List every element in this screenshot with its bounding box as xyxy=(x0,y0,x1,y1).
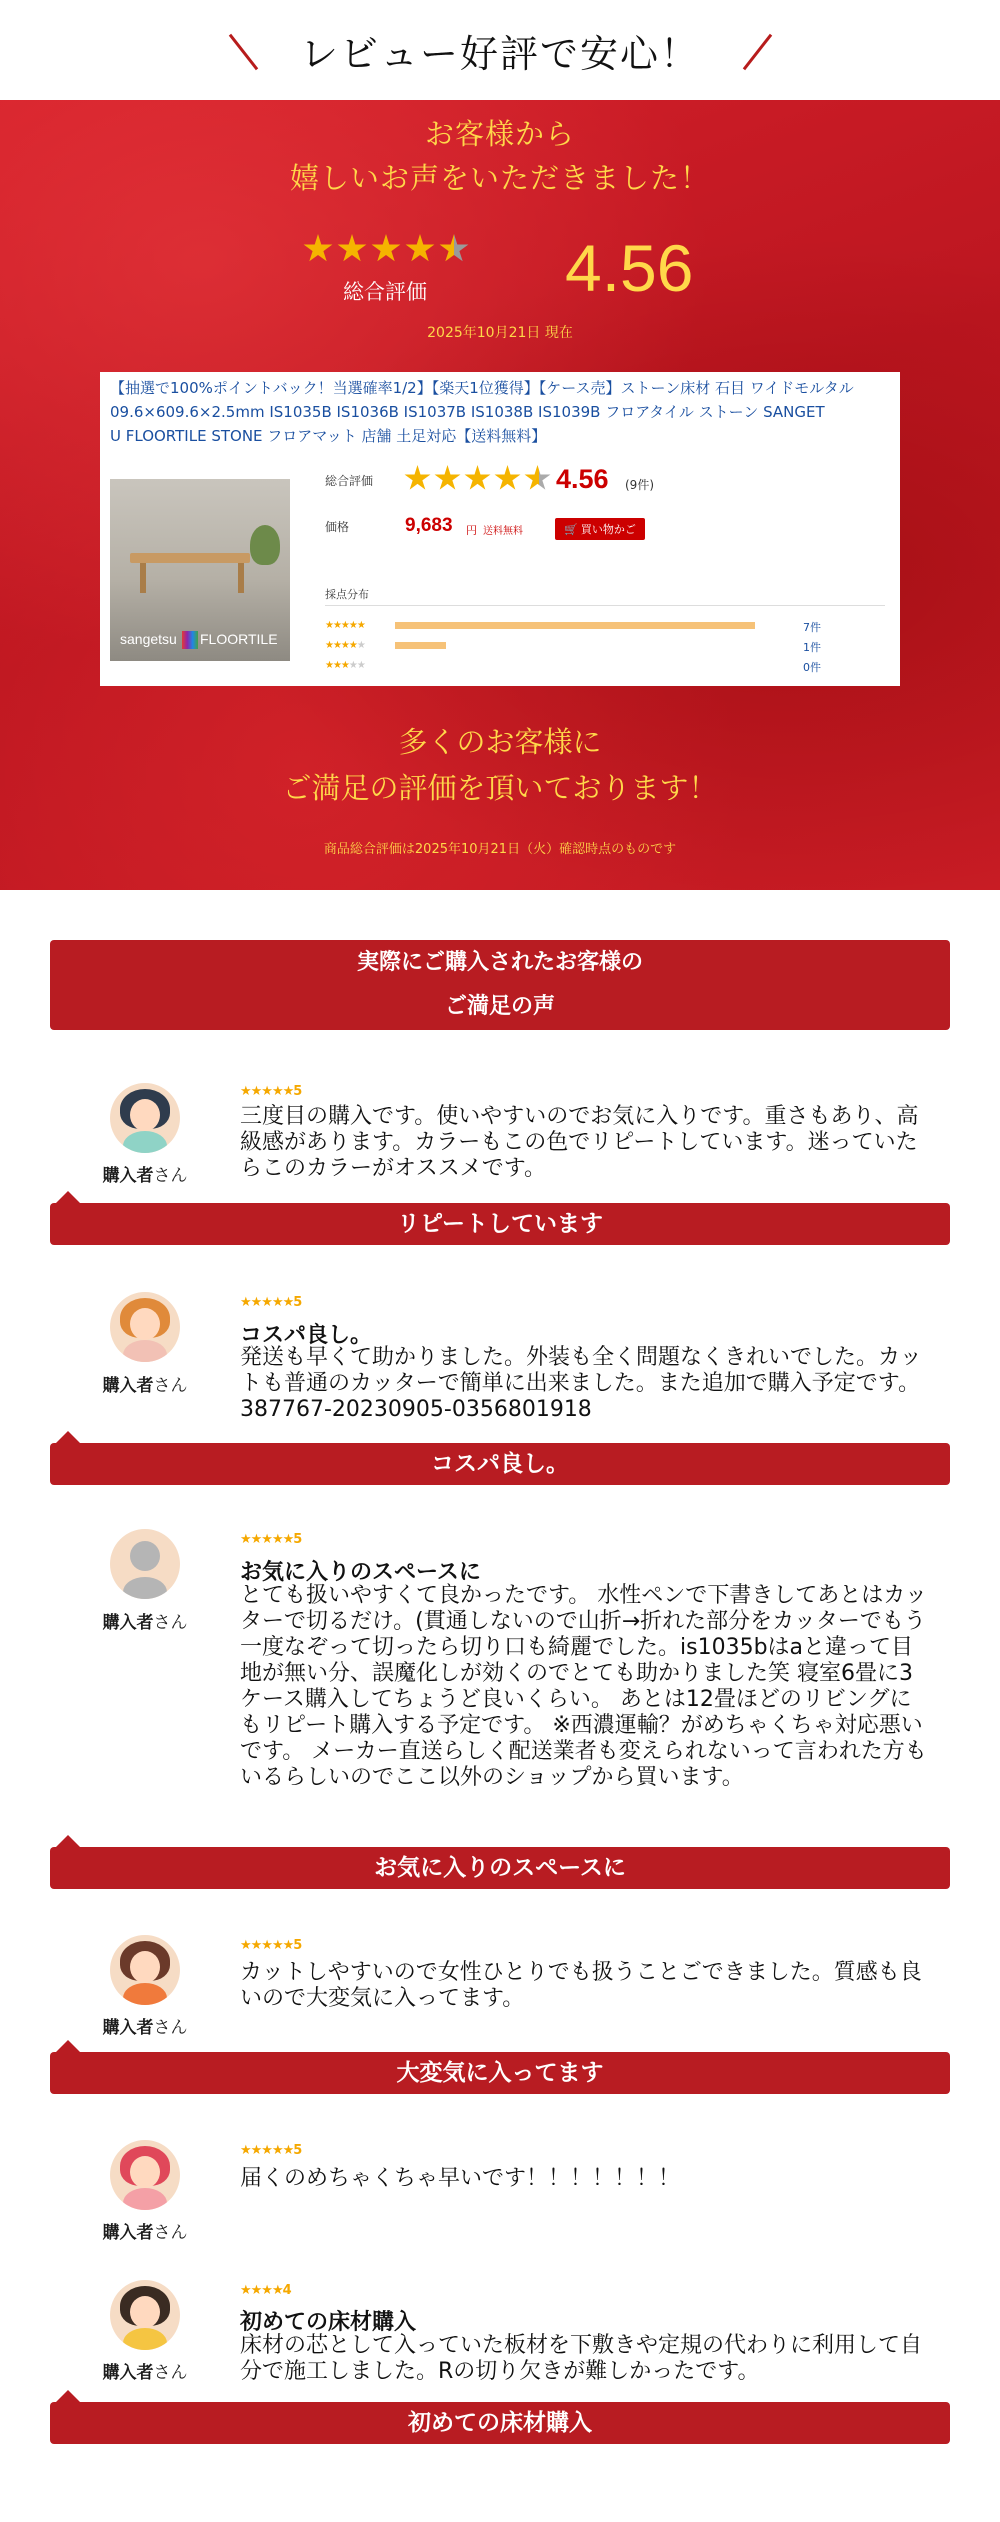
review-heading: 初めての床材購入 xyxy=(240,2310,417,2335)
product-rating-card xyxy=(100,372,900,686)
distribution-row xyxy=(325,619,885,633)
reviewer-suffix: さん xyxy=(153,2363,188,2383)
reviewer-suffix: さん xyxy=(153,1613,188,1633)
product-title[interactable] xyxy=(110,376,900,448)
reviewer-name xyxy=(75,1608,215,1633)
product-title-line[interactable]: 09.6×609.6×2.5mm IS1035B IS1036B IS1037B IS1038B IS1039B フロアタイル ストーン SANGET xyxy=(110,403,825,421)
review-banner: リピートしています xyxy=(50,1203,950,1245)
voices-heading-line: ご満足の声 xyxy=(444,994,555,1019)
reviewer-suffix: さん xyxy=(153,2223,188,2243)
distribution-bar xyxy=(395,642,446,649)
review-body: とても扱いやすくて良かったです。 水性ペンで下書きしてあとはカッターで切るだけ。(貫通しないので山折→折れた部分をカッターでもう一度なぞって切ったら切り口も綺麗でした。is1035bはaと違って目地が無い分、誤魔化しが効くのでとても助かりました笑 寝室6畳に3ケース購入してちょうど良いくらい。 あとは12畳ほどのリビングにもリピート購入する予定です。 ※西濃運輸？がめちゃくちゃ対応悪いです。 メーカー直送らしく配送業者も変えられないって言われた方もいるらしいのでここ以外のショップから買います。 xyxy=(240,1583,928,1790)
avatar xyxy=(110,1292,180,1362)
hero-note: 商品総合評価は2025年10月21日（火）確認時点のものです xyxy=(323,842,677,857)
reviewer-name-text: 購入者 xyxy=(102,2363,154,2383)
distribution-count[interactable]: 7件 xyxy=(803,621,821,634)
avatar xyxy=(110,1935,180,2005)
review-stars: ★★★★4 xyxy=(240,2283,291,2298)
star-icon xyxy=(405,234,435,264)
decor-slash-left xyxy=(229,34,258,71)
avatar-body xyxy=(123,1983,167,2005)
distribution-bar xyxy=(395,622,755,629)
section-title: レビュー好評で安心！ xyxy=(299,31,700,76)
product-title-line[interactable]: 【抽選で100%ポイントバック！当選確率1/2】【楽天1位獲得】【ケース売】ストーン床材 石目 ワイドモルタル xyxy=(110,379,854,397)
reviewer-name-text: 購入者 xyxy=(102,1166,154,1186)
cart-icon: 🛒 xyxy=(564,522,578,536)
distribution-count[interactable]: 0件 xyxy=(803,661,821,674)
star-icon xyxy=(494,465,521,492)
avatar-body xyxy=(123,2188,167,2210)
reviewer-name xyxy=(75,2013,215,2038)
bench-shape xyxy=(130,553,250,563)
hero-line-3: 多くのお客様に xyxy=(398,725,602,759)
review-heading: コスパ良し。 xyxy=(240,1323,373,1348)
avatar-body xyxy=(123,1131,167,1153)
overall-rating-label: 総合評価 xyxy=(343,280,427,304)
star-icon xyxy=(404,465,431,492)
hero-line-1: お客様から xyxy=(424,117,575,151)
overall-rating-stars xyxy=(303,234,469,264)
avatar-body xyxy=(123,1340,167,1362)
brand-logo-2: FLOORTILE xyxy=(200,631,278,647)
reviewer-name xyxy=(75,2358,215,2383)
review-body: 三度目の購入です。使いやすいのでお気に入りです。重さもあり、高級感があります。カラーもこの色でリピートしています。迷っていたらこのカラーがオススメです。 xyxy=(240,1104,919,1181)
avatar xyxy=(110,1529,180,1599)
mini-stars-icon: ★★★★★ xyxy=(325,660,365,671)
product-title-line[interactable]: U FLOORTILE STONE フロアマット 店舗 土足対応【送料無料】 xyxy=(110,427,547,445)
review-stars: ★★★★★5 xyxy=(240,1084,302,1099)
star-icon xyxy=(464,465,491,492)
rating-hero xyxy=(0,100,1000,890)
shipping-label: 送料無料 xyxy=(483,526,523,537)
avatar-face xyxy=(130,1951,160,1983)
avatar-face xyxy=(130,1099,160,1131)
avatar xyxy=(110,2280,180,2350)
rating-date: 2025年10月21日 現在 xyxy=(427,325,573,341)
reviewer-name-text: 購入者 xyxy=(102,1613,154,1633)
avatar xyxy=(110,1083,180,1153)
price-unit: 円 xyxy=(466,524,477,537)
review-stars: ★★★★★5 xyxy=(240,1295,302,1310)
review-heading: お気に入りのスペースに xyxy=(240,1560,481,1585)
star-icon xyxy=(434,465,461,492)
reviewer-name-text: 購入者 xyxy=(102,2223,154,2243)
review-stars: ★★★★★5 xyxy=(240,2143,302,2158)
overall-rating-score: 4.56 xyxy=(565,231,694,305)
reviewer-name-text: 購入者 xyxy=(102,1376,154,1396)
reviewer-suffix: さん xyxy=(153,1376,188,1396)
review-body: カットしやすいので女性ひとりでも扱うことごできました。質感も良いので大変気に入ってます。 xyxy=(240,1960,922,2011)
price-label: 価格 xyxy=(325,520,350,534)
reviewer-name xyxy=(75,1161,215,1186)
distribution-row xyxy=(325,659,885,673)
distribution-count[interactable]: 1件 xyxy=(803,641,821,654)
voices-heading-line: 実際にご購入されたお客様の xyxy=(356,950,643,975)
avatar-head xyxy=(130,1541,160,1571)
voices-heading xyxy=(50,940,950,1030)
review-banner: 初めての床材購入 xyxy=(50,2402,950,2444)
reviewer-suffix: さん xyxy=(153,2018,188,2038)
hero-line-4: ご満足の評価を頂いております！ xyxy=(282,771,718,805)
reviewer-name xyxy=(75,2218,215,2243)
divider xyxy=(325,605,885,606)
product-image[interactable] xyxy=(110,479,290,661)
section-header xyxy=(0,0,1000,100)
add-to-cart-button[interactable] xyxy=(555,518,645,540)
review-stars: ★★★★★5 xyxy=(240,1532,302,1547)
distribution-title: 採点分布 xyxy=(325,588,369,601)
avatar xyxy=(110,2140,180,2210)
bench-leg xyxy=(238,563,244,593)
cart-button-label: 買い物かご xyxy=(580,523,636,536)
avatar-body xyxy=(123,1577,167,1599)
card-rating-stars xyxy=(404,465,551,492)
review-body: 届くのめちゃくちゃ早いです！！！！！！！ xyxy=(240,2166,681,2191)
card-review-count[interactable]: (9件) xyxy=(625,478,654,492)
decor-slash-right xyxy=(743,34,772,71)
review-body: 床材の芯として入っていた板材を下敷きや定規の代わりに利用して自分で施工しました。Rの切り欠きが難しかったです。 xyxy=(240,2333,923,2384)
reviewer-name-text: 購入者 xyxy=(102,2018,154,2038)
price-value: 9,683 xyxy=(405,515,453,536)
half-star-icon xyxy=(439,234,469,264)
bench-leg xyxy=(140,563,146,593)
avatar-face xyxy=(130,1308,160,1340)
star-icon xyxy=(303,234,333,264)
reviewer-name xyxy=(75,1371,215,1396)
review-banner: コスパ良し。 xyxy=(50,1443,950,1485)
reviewer-suffix: さん xyxy=(153,1166,188,1186)
review-body: 発送も早くて助かりました。外装も全く問題なくきれいでした。カットも普通のカッターで簡単に出来ました。また追加で購入予定です。 387767-20230905-0356801918 xyxy=(240,1345,922,1422)
avatar-face xyxy=(130,2296,160,2328)
plant-shape xyxy=(250,525,280,565)
review-stars: ★★★★★5 xyxy=(240,1938,302,1953)
avatar-body xyxy=(123,2328,167,2350)
floortile-logo-icon xyxy=(182,631,198,649)
half-star-icon xyxy=(524,465,551,492)
distribution-row xyxy=(325,639,885,653)
star-icon xyxy=(371,234,401,264)
brand-logo: sangetsu xyxy=(120,631,177,647)
hero-line-2: 嬉しいお声をいただきました！ xyxy=(289,161,710,195)
mini-stars-icon: ★★★★★ xyxy=(325,640,365,651)
star-icon xyxy=(337,234,367,264)
card-rating-label: 総合評価 xyxy=(325,474,374,488)
review-banner: お気に入りのスペースに xyxy=(50,1847,950,1889)
card-rating-score: 4.56 xyxy=(556,464,609,494)
mini-stars-icon: ★★★★★ xyxy=(325,620,365,631)
avatar-face xyxy=(130,2156,160,2188)
review-banner: 大変気に入ってます xyxy=(50,2052,950,2094)
